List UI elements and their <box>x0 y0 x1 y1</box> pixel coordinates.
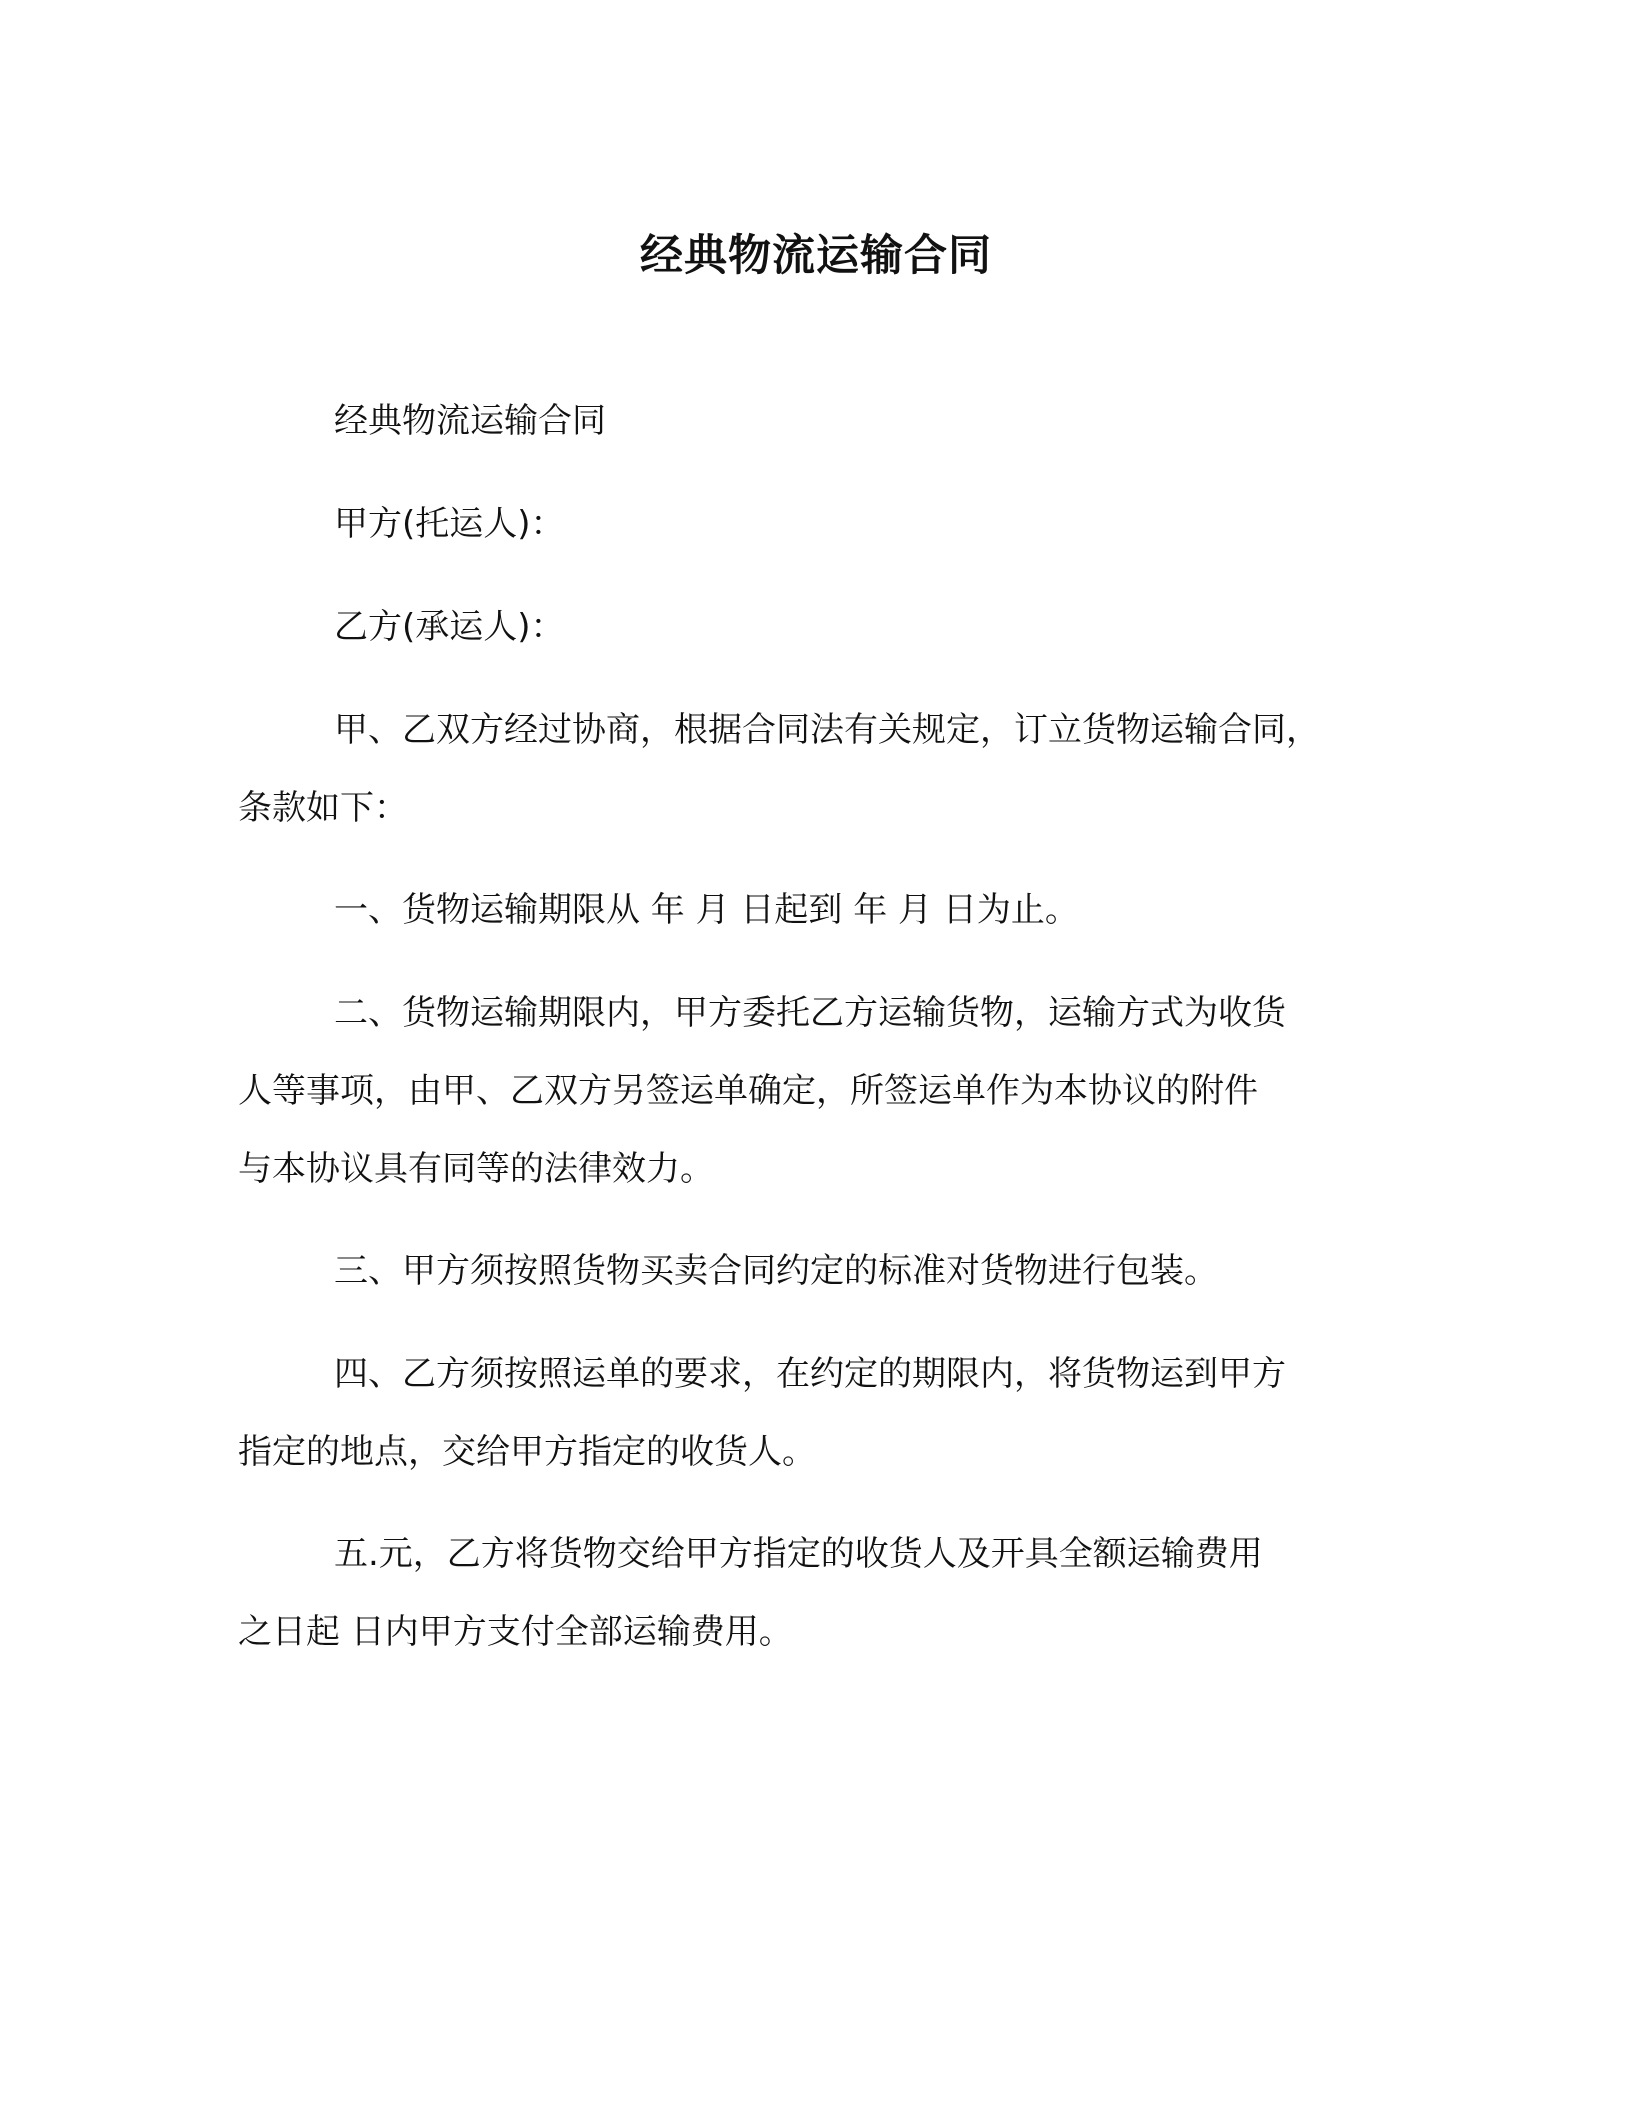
clause-2-line-3: 与本协议具有同等的法律效力。 <box>238 1149 714 1189</box>
clause-4-line-1: 四、乙方须按照运单的要求，在约定的期限内，将货物运到甲方 <box>334 1354 1286 1394</box>
document-title: 经典物流运输合同 <box>640 231 992 281</box>
clause-4-line-2: 指定的地点，交给甲方指定的收货人。 <box>238 1432 816 1472</box>
intro-line-2: 条款如下： <box>238 788 408 828</box>
party-b-line: 乙方(承运人)： <box>334 607 565 647</box>
intro-line-1: 甲、乙双方经过协商，根据合同法有关规定，订立货物运输合同， <box>334 710 1320 750</box>
clause-3-line-1: 三、甲方须按照货物买卖合同约定的标准对货物进行包装。 <box>334 1251 1218 1291</box>
clause-2-line-1: 二、货物运输期限内，甲方委托乙方运输货物，运输方式为收货 <box>334 993 1286 1033</box>
party-a-line: 甲方(托运人)： <box>334 504 565 544</box>
clause-5-line-1: 五.元，乙方将货物交给甲方指定的收货人及开具全额运输费用 <box>334 1534 1263 1574</box>
document-subtitle: 经典物流运输合同 <box>334 401 606 441</box>
clause-5-line-2: 之日起 日内甲方支付全部运输费用。 <box>238 1612 793 1652</box>
clause-2-line-2: 人等事项，由甲、乙双方另签运单确定，所签运单作为本协议的附件 <box>238 1071 1258 1111</box>
clause-1-line-1: 一、货物运输期限从 年 月 日起到 年 月 日为止。 <box>334 890 1079 930</box>
